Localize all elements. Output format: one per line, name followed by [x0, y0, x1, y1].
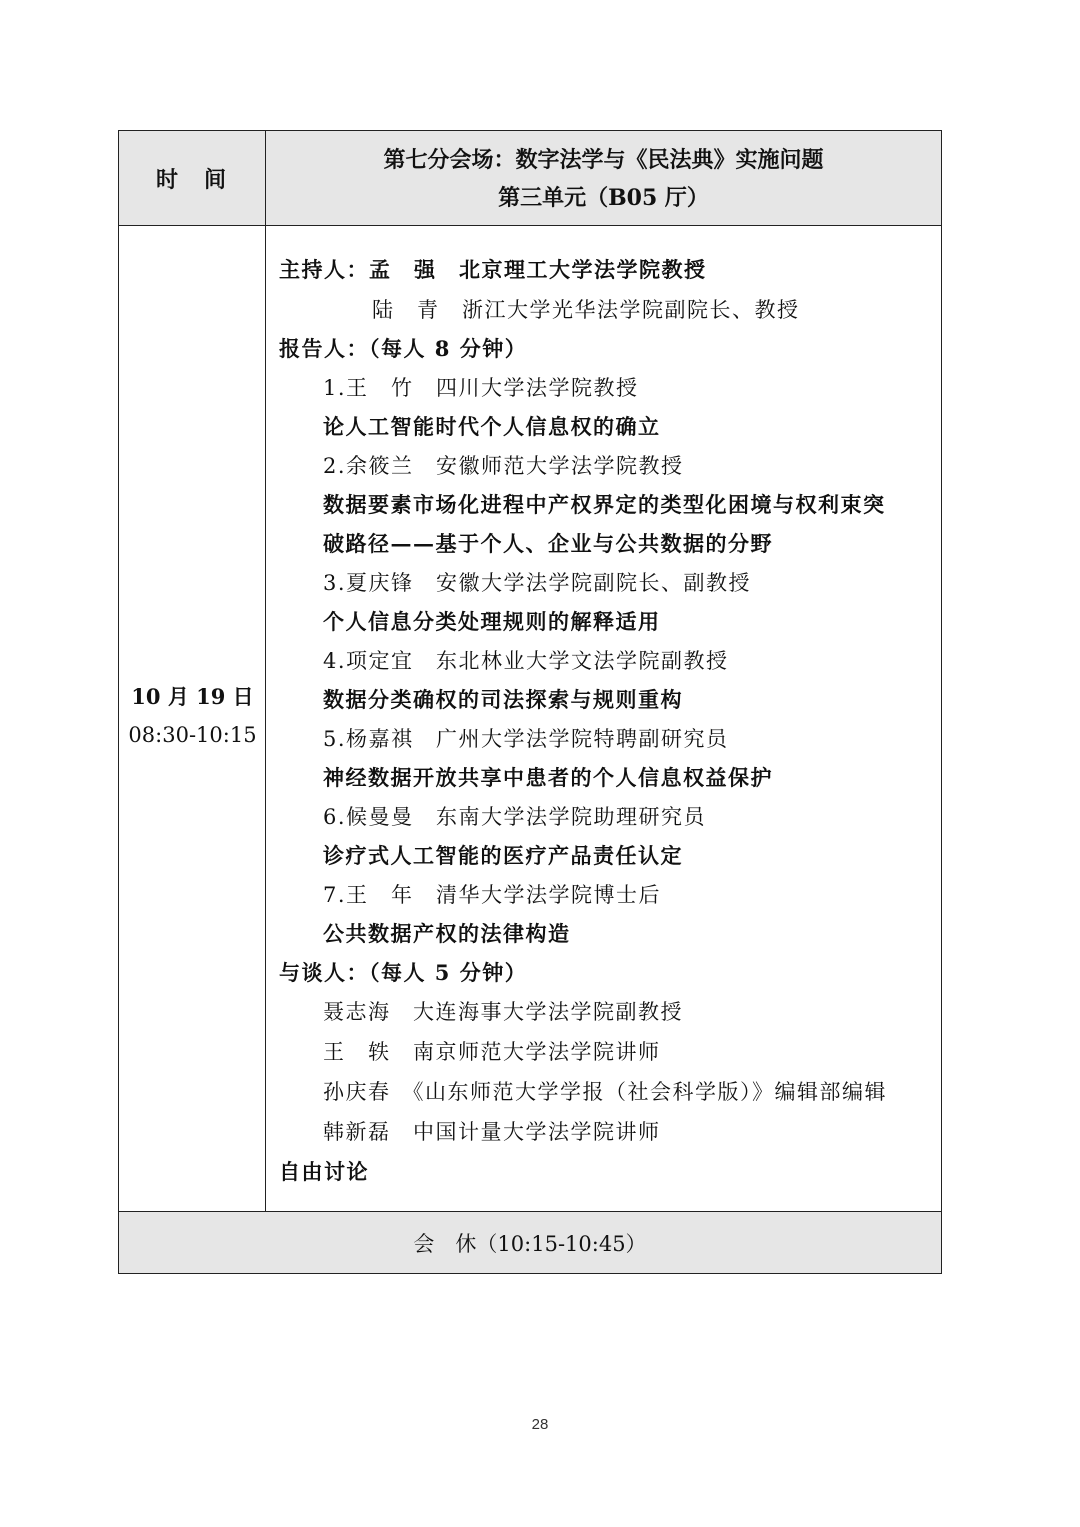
- host-line-2: 陆 青 浙江大学光华法学院副院长、教授: [372, 298, 800, 322]
- discussants-heading: 与谈人：（每人 5 分钟）: [279, 960, 528, 985]
- date-cell: [119, 226, 266, 1211]
- free-discussion: 自由讨论: [279, 1159, 369, 1184]
- reporter-6: 6.候曼曼 东南大学法学院助理研究员: [323, 805, 707, 829]
- reporter-3: 3.夏庆锋 安徽大学法学院副院长、副教授: [323, 571, 752, 595]
- time-column-header: 时 间: [119, 131, 266, 226]
- session-title-line1: 第七分会场：数字法学与《民法典》实施问题: [383, 146, 824, 173]
- session-row: [119, 226, 941, 1212]
- report-title-1: 论人工智能时代个人信息权的确立: [323, 414, 661, 439]
- discussant-4: 韩新磊 中国计量大学法学院讲师: [323, 1120, 661, 1144]
- report-title-3: 个人信息分类处理规则的解释适用: [323, 609, 661, 634]
- schedule-table: [118, 130, 942, 1274]
- host-line: 主持人：孟 强 北京理工大学法学院教授: [279, 257, 707, 282]
- discussant-2: 王 轶 南京师范大学法学院讲师: [323, 1040, 661, 1064]
- report-title-6: 诊疗式人工智能的医疗产品责任认定: [323, 843, 683, 868]
- session-title: [266, 131, 941, 226]
- discussant-1: 聂志海 大连海事大学法学院副教授: [323, 1000, 683, 1024]
- session-date: 10 月 19 日: [131, 684, 254, 709]
- page-number: 28: [531, 1416, 549, 1433]
- session-title-line2: 第三单元（B05 厅）: [498, 184, 709, 211]
- session-content: [266, 226, 941, 1211]
- report-title-7: 公共数据产权的法律构造: [323, 921, 571, 946]
- reporter-5: 5.杨嘉祺 广州大学法学院特聘副研究员: [323, 727, 729, 751]
- reporter-2: 2.余筱兰 安徽师范大学法学院教授: [323, 454, 684, 478]
- table-header: [119, 131, 941, 226]
- reporters-heading: 报告人：（每人 8 分钟）: [279, 336, 528, 361]
- reporter-7: 7.王 年 清华大学法学院博士后: [323, 883, 662, 907]
- discussant-3: 孙庆春 《山东师范大学学报（社会科学版）》编辑部编辑: [323, 1080, 887, 1104]
- report-title-5: 神经数据开放共享中患者的个人信息权益保护: [323, 765, 773, 790]
- session-time: 08:30-10:15: [128, 723, 257, 747]
- reporter-4: 4.项定宜 东北林业大学文法学院副教授: [323, 649, 729, 673]
- report-title-2-cont: 破路径——基于个人、企业与公共数据的分野: [323, 531, 773, 556]
- reporter-1: 1.王 竹 四川大学法学院教授: [323, 376, 639, 400]
- report-title-4: 数据分类确权的司法探索与规则重构: [323, 687, 683, 712]
- report-title-2: 数据要素市场化进程中产权界定的类型化困境与权利束突: [323, 492, 886, 517]
- break-row: 会 休（10:15-10:45）: [119, 1212, 941, 1273]
